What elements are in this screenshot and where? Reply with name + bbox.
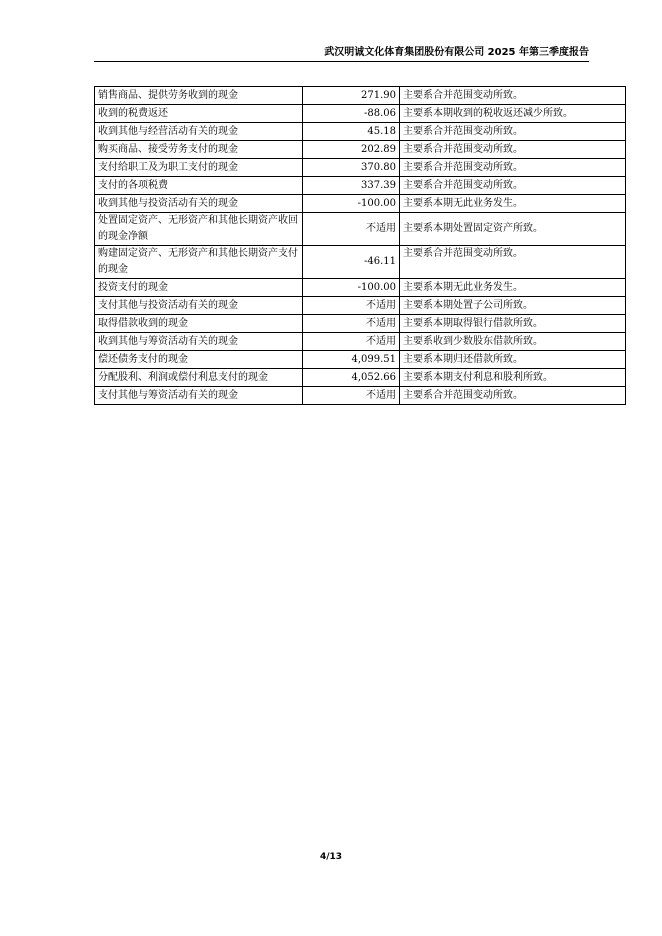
- page-number: 4/13: [319, 852, 343, 862]
- row-change-amount: 不适用: [303, 333, 400, 351]
- header-divider: [94, 61, 589, 62]
- table-row: [95, 105, 626, 123]
- table-row: [95, 195, 626, 213]
- row-change-amount: -88.06: [303, 105, 400, 123]
- row-change-reason: 主要系本期处置子公司所致。: [400, 297, 626, 315]
- table-row: [95, 213, 626, 246]
- row-change-amount: 202.89: [303, 141, 400, 159]
- row-change-amount: -46.11: [303, 246, 400, 279]
- row-item-label: 收到其他与经营活动有关的现金: [95, 123, 303, 141]
- table-row: [95, 369, 626, 387]
- row-change-amount: 不适用: [303, 297, 400, 315]
- row-change-amount: 4,099.51: [303, 351, 400, 369]
- row-change-reason: 主要系本期归还借款所致。: [400, 351, 626, 369]
- row-item-label: 处置固定资产、无形资产和其他长期资产收回的现金净额: [95, 213, 303, 246]
- table-row: [95, 351, 626, 369]
- row-change-reason: 主要系合并范围变动所致。: [400, 159, 626, 177]
- row-change-reason: 主要系本期支付利息和股利所致。: [400, 369, 626, 387]
- table-row: [95, 123, 626, 141]
- row-change-reason: 主要系合并范围变动所致。: [400, 246, 626, 279]
- table-row: [95, 333, 626, 351]
- row-item-label: 收到的税费返还: [95, 105, 303, 123]
- row-change-amount: -100.00: [303, 195, 400, 213]
- table-row: [95, 315, 626, 333]
- table-row: [95, 279, 626, 297]
- row-change-reason: 主要系本期收到的税收返还减少所致。: [400, 105, 626, 123]
- row-item-label: 支付给职工及为职工支付的现金: [95, 159, 303, 177]
- row-item-label: 取得借款收到的现金: [95, 315, 303, 333]
- row-change-amount: 271.90: [303, 87, 400, 105]
- table-row: [95, 177, 626, 195]
- table-row: [95, 159, 626, 177]
- cash-flow-change-table: [94, 86, 626, 405]
- table-row: [95, 387, 626, 405]
- table-row: [95, 246, 626, 279]
- row-change-reason: 主要系本期无此业务发生。: [400, 195, 626, 213]
- row-item-label: 投资支付的现金: [95, 279, 303, 297]
- row-item-label: 分配股利、利润或偿付利息支付的现金: [95, 369, 303, 387]
- row-item-label: 收到其他与投资活动有关的现金: [95, 195, 303, 213]
- row-change-reason: 主要系合并范围变动所致。: [400, 87, 626, 105]
- row-item-label: 支付其他与投资活动有关的现金: [95, 297, 303, 315]
- row-item-label: 支付其他与筹资活动有关的现金: [95, 387, 303, 405]
- row-item-label: 偿还债务支付的现金: [95, 351, 303, 369]
- row-change-reason: 主要系合并范围变动所致。: [400, 141, 626, 159]
- row-item-label: 购建固定资产、无形资产和其他长期资产支付的现金: [95, 246, 303, 279]
- row-change-amount: 不适用: [303, 315, 400, 333]
- row-item-label: 收到其他与筹资活动有关的现金: [95, 333, 303, 351]
- table-row: [95, 141, 626, 159]
- report-header-title: 武汉明诚文化体育集团股份有限公司 2025 年第三季度报告: [324, 47, 589, 58]
- row-item-label: 支付的各项税费: [95, 177, 303, 195]
- table-row: [95, 87, 626, 105]
- row-change-amount: 370.80: [303, 159, 400, 177]
- row-change-reason: 主要系合并范围变动所致。: [400, 123, 626, 141]
- row-change-amount: 45.18: [303, 123, 400, 141]
- row-change-reason: 主要系本期处置固定资产所致。: [400, 213, 626, 246]
- row-change-reason: 主要系合并范围变动所致。: [400, 177, 626, 195]
- row-change-amount: -100.00: [303, 279, 400, 297]
- row-change-reason: 主要系收到少数股东借款所致。: [400, 333, 626, 351]
- table-row: [95, 297, 626, 315]
- row-change-amount: 337.39: [303, 177, 400, 195]
- row-change-amount: 4,052.66: [303, 369, 400, 387]
- row-change-reason: 主要系合并范围变动所致。: [400, 387, 626, 405]
- row-change-reason: 主要系本期取得银行借款所致。: [400, 315, 626, 333]
- row-item-label: 购买商品、接受劳务支付的现金: [95, 141, 303, 159]
- row-item-label: 销售商品、提供劳务收到的现金: [95, 87, 303, 105]
- row-change-amount: 不适用: [303, 387, 400, 405]
- row-change-amount: 不适用: [303, 213, 400, 246]
- row-change-reason: 主要系本期无此业务发生。: [400, 279, 626, 297]
